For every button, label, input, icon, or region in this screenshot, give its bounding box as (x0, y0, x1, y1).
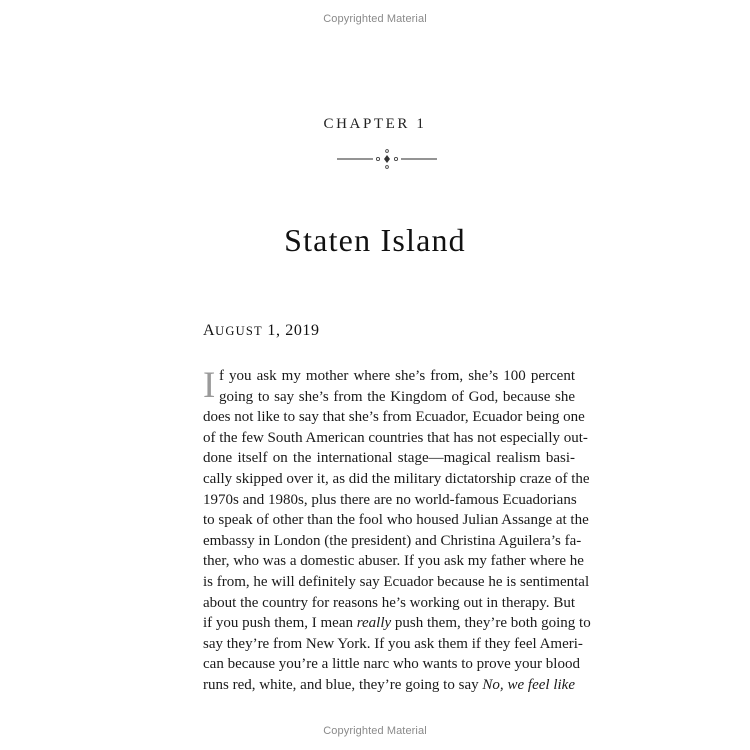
text-line: say they’re from New York. If you ask them if they feel Ameri- (203, 635, 583, 652)
text-fragment: if you push them, I mean (203, 615, 357, 632)
text-line: about the country for reasons he’s working out in therapy. But (203, 594, 575, 611)
dateline-month-rest: UGUST (215, 324, 263, 338)
text-line: going to say she’s from the Kingdom of God, because she (219, 388, 575, 405)
text-line: cally skipped over it, as did the military dictatorship craze of the (203, 470, 590, 487)
text-line (203, 613, 591, 634)
text-fragment: push them, they’re both going to (391, 615, 591, 632)
text-line (203, 675, 575, 696)
emphasis-text: No, we feel like (482, 676, 575, 693)
text-line: does not like to say that she’s from Ecuador, Ecuador being one (203, 409, 585, 426)
copyright-watermark-top: Copyrighted Material (323, 13, 427, 25)
text-line: of the few South American countries that has not especially out- (203, 429, 588, 446)
text-fragment: runs red, white, and blue, they’re going to say (203, 676, 483, 693)
copyright-watermark-bottom: Copyrighted Material (323, 725, 427, 737)
chapter-title: Staten Island (284, 222, 466, 258)
body-text (203, 365, 591, 696)
text-line: is from, he will definitely say Ecuador because he is sentimental (203, 573, 590, 590)
text-line: can because you’re a little narc who wants to prove your blood (203, 656, 580, 673)
text-line: ther, who was a domestic abuser. If you ask my father where he (203, 553, 584, 570)
text-line: embassy in London (the president) and Christina Aguilera’s fa- (203, 532, 582, 549)
text-line: f you ask my mother where she’s from, she’s 100 percent (219, 368, 575, 384)
chapter-label: CHAPTER 1 (323, 116, 427, 132)
text-line: done itself on the international stage—magical realism basi- (203, 450, 575, 467)
ornament-divider-icon (335, 148, 439, 170)
dateline-day-year: 1, 2019 (262, 322, 320, 339)
text-line: to speak of other than the fool who housed Julian Assange at the (203, 512, 589, 529)
text-line: 1970s and 1980s, plus there are no world-famous Ecuadorians (203, 491, 577, 508)
dateline-month-initial: A (203, 322, 216, 339)
emphasis-text: really (356, 615, 392, 632)
dateline (203, 322, 320, 340)
drop-cap: I (203, 365, 216, 406)
